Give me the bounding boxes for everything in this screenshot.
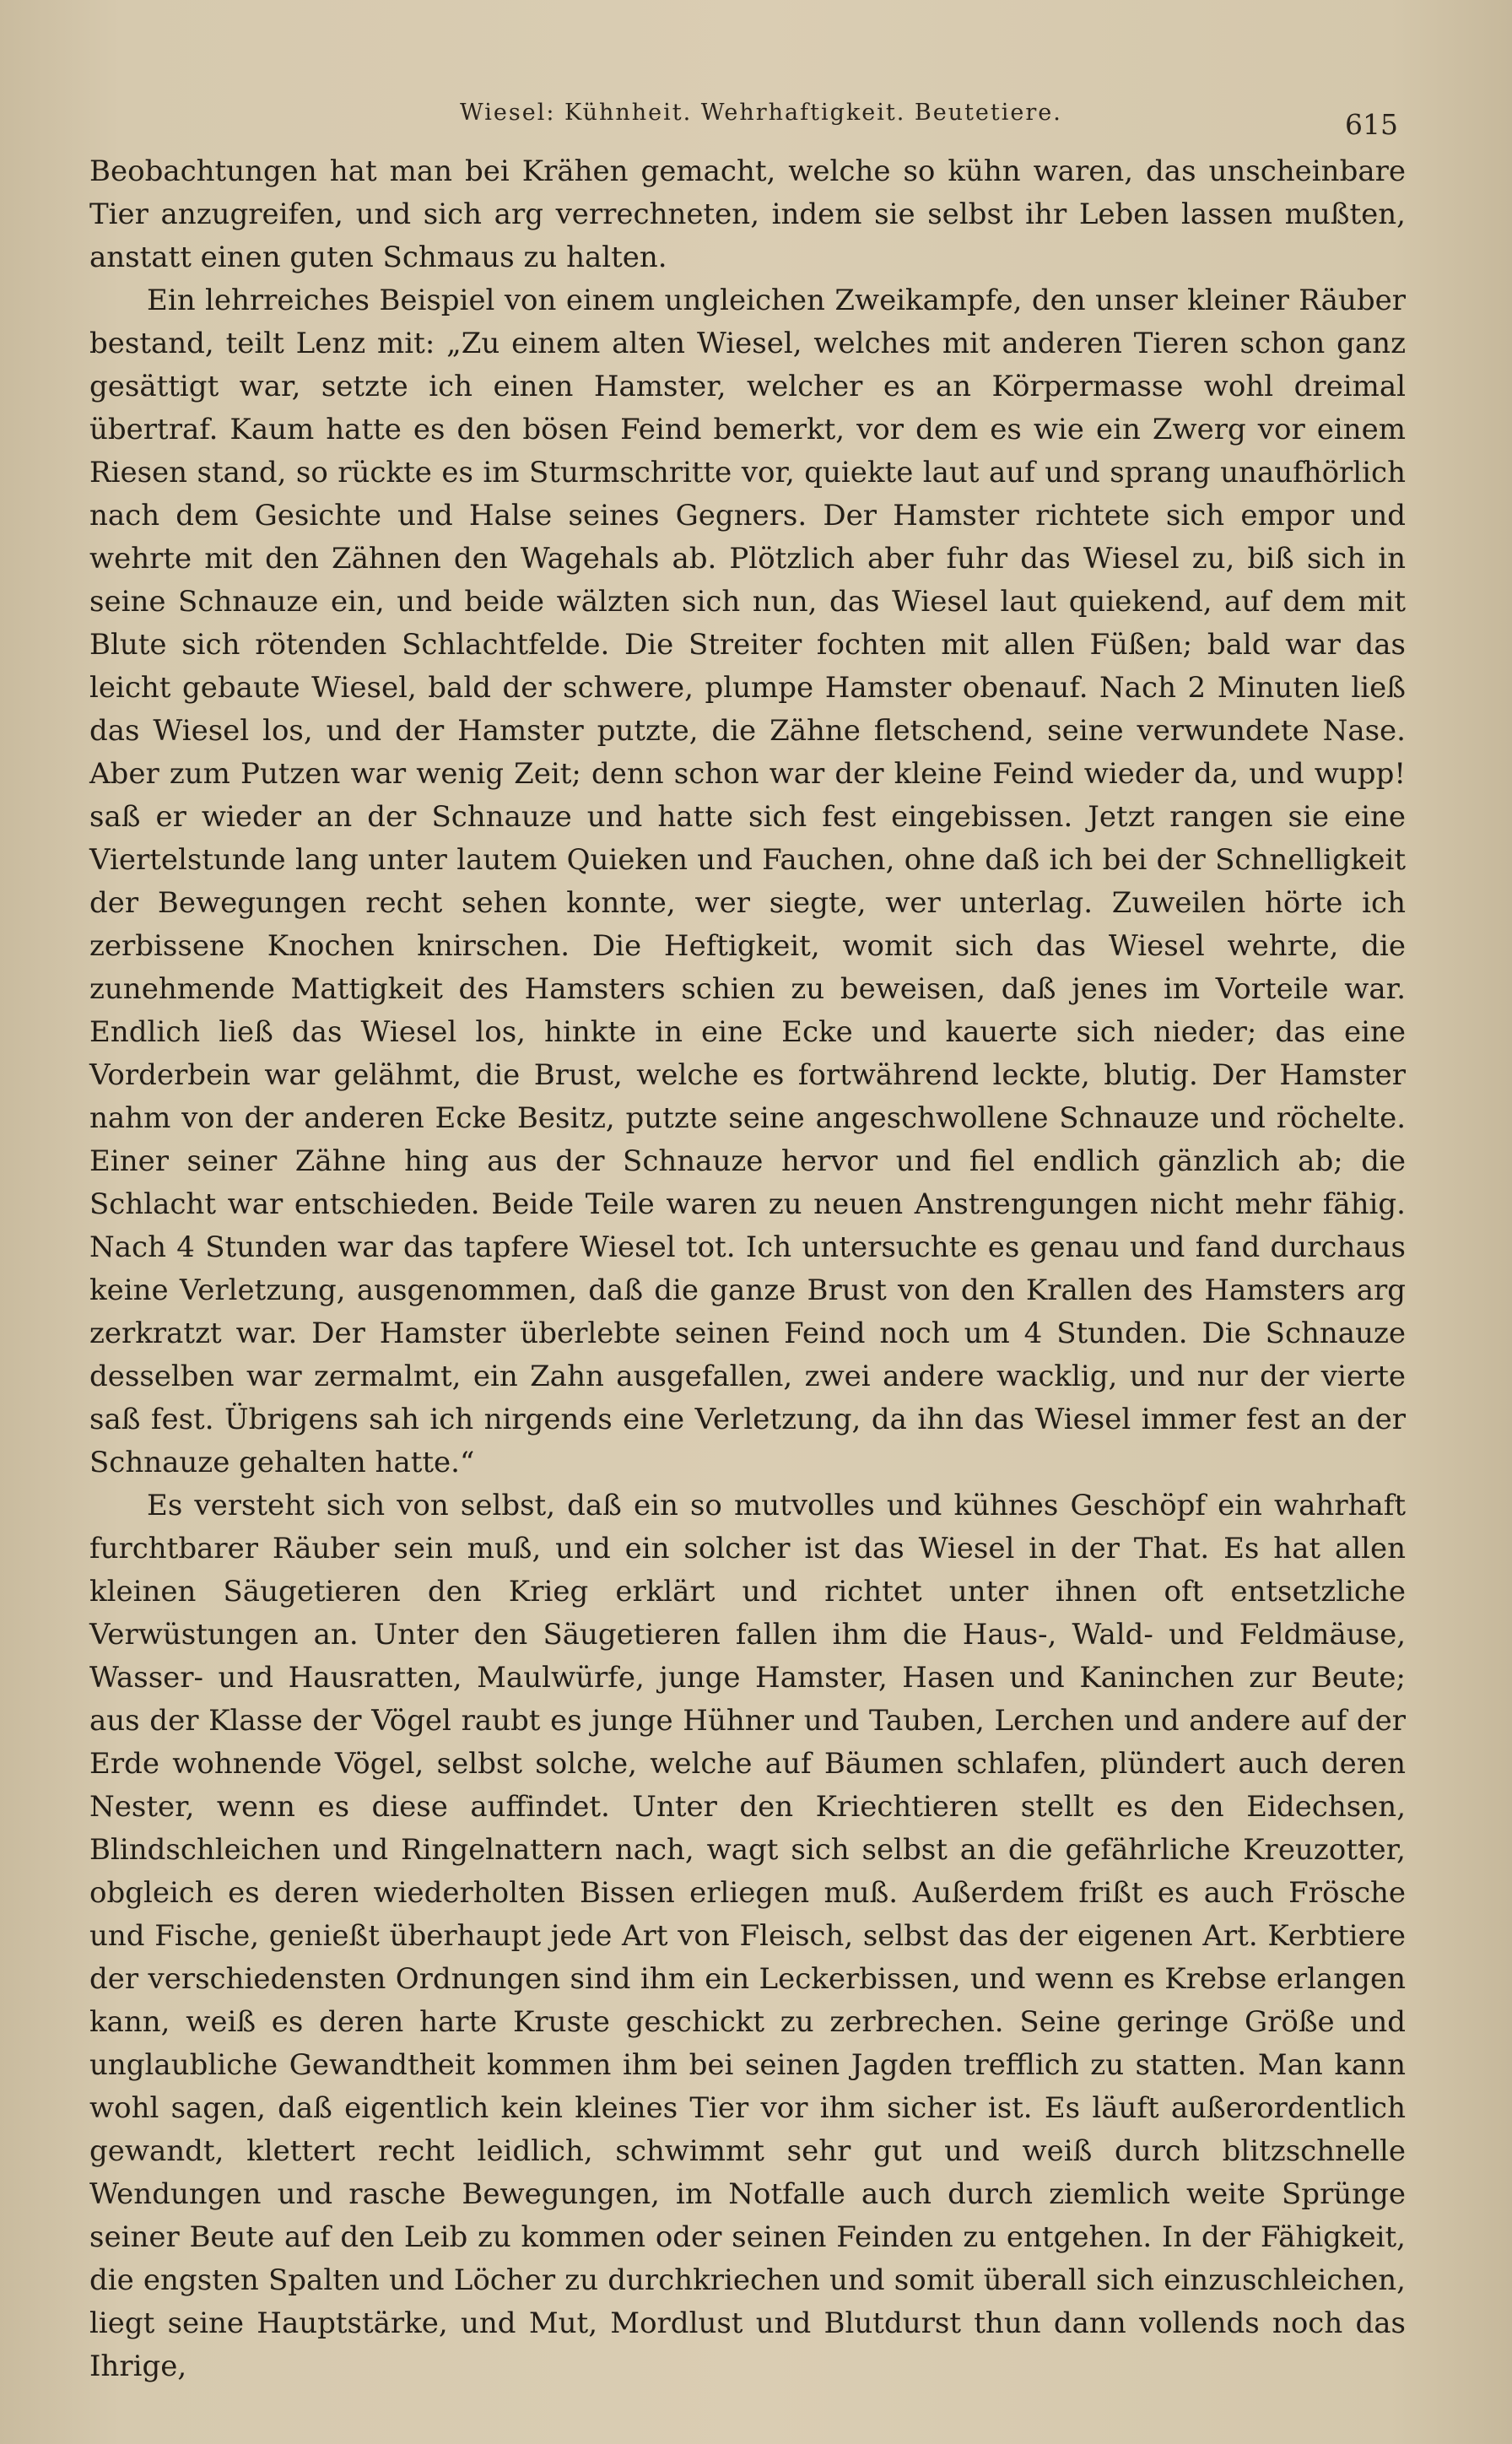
- paragraph-2: Ein lehrreiches Beispiel von einem ungleichen Zweikampfe, den unser kleiner Räuber bestand, teilt Lenz mit: „Zu einem alten Wiesel, welches mit anderen Tieren schon ganz gesättigt war, setzte ich einen Hamster, welcher es an Körpermasse wohl dreimal übertraf. Kaum hatte es den bösen Feind bemerkt, vor dem es wie ein Zwerg vor einem Riesen stand, so rückte es im Sturmschritte vor, quiekte laut auf und sprang unaufhörlich nach dem Gesichte und Halse seines Gegners. Der Hamster richtete sich empor und wehrte mit den Zähnen den Wagehals ab. Plötzlich aber fuhr das Wiesel zu, biß sich in seine Schnauze ein, und beide wälzten sich nun, das Wiesel laut quiekend, auf dem mit Blute sich rötenden Schlachtfelde. Die Streiter fochten mit allen Füßen; bald war das leicht gebaute Wiesel, bald der schwere, plumpe Hamster obenauf. Nach 2 Minuten ließ das Wiesel los, und der Hamster putzte, die Zähne fletschend, seine verwundete Nase. Aber zum Putzen war wenig Zeit; denn schon war der kleine Feind wieder da, und wupp! saß er wieder an der Schnauze und hatte sich fest eingebissen. Jetzt rangen sie eine Viertelstunde lang unter lautem Quieken und Fauchen, ohne daß ich bei der Schnelligkeit der Bewegungen recht sehen konnte, wer siegte, wer unterlag. Zuweilen hörte ich zerbissene Knochen knirschen. Die Heftigkeit, womit sich das Wiesel wehrte, die zunehmende Mattigkeit des Hamsters schien zu beweisen, daß jenes im Vorteile war. Endlich ließ das Wiesel los, hinkte in eine Ecke und kauerte sich nieder; das eine Vorderbein war gelähmt, die Brust, welche es fortwährend leckte, blutig. Der Hamster nahm von der anderen Ecke Besitz, putzte seine angeschwollene Schnauze und röchelte. Einer seiner Zähne hing aus der Schnauze hervor und fiel endlich gänzlich ab; die Schlacht war entschieden. Beide Teile waren zu neuen Anstrengungen nicht mehr fähig. Nach 4 Stunden war das tapfere Wiesel tot. Ich untersuchte es genau und fand durchaus keine Verletzung, ausgenommen, daß die ganze Brust von den Krallen des Hamsters arg zerkratzt war. Der Hamster überlebte seinen Feind noch um 4 Stunden. Die Schnauze desselben war zermalmt, ein Zahn ausgefallen, zwei andere wacklig, und nur der vierte saß fest. Übrigens sah ich nirgends eine Verletzung, da ihn das Wiesel immer fest an der Schnauze gehalten hatte.“: [89, 284, 1406, 1479]
- paragraph-1: Beobachtungen hat man bei Krähen gemacht, welche so kühn waren, das unscheinbare Tier anzugreifen, und sich arg verrechneten, indem sie selbst ihr Leben lassen mußten, anstatt einen guten Schmaus zu halten.: [89, 154, 1406, 274]
- body-text: [89, 150, 1406, 2388]
- paragraph-3: Es versteht sich von selbst, daß ein so mutvolles und kühnes Geschöpf ein wahrhaft furchtbarer Räuber sein muß, und ein solcher ist das Wiesel in der That. Es hat allen kleinen Säugetieren den Krieg erklärt und richtet unter ihnen oft entsetzliche Verwüstungen an. Unter den Säugetieren fallen ihm die Haus-, Wald- und Feldmäuse, Wasser- und Hausratten, Maulwürfe, junge Hamster, Hasen und Kaninchen zur Beute; aus der Klasse der Vögel raubt es junge Hühner und Tauben, Lerchen und andere auf der Erde wohnende Vögel, selbst solche, welche auf Bäumen schlafen, plündert auch deren Nester, wenn es diese auffindet. Unter den Kriechtieren stellt es den Eidechsen, Blindschleichen und Ringelnattern nach, wagt sich selbst an die gefährliche Kreuzotter, obgleich es deren wiederholten Bissen erliegen muß. Außerdem frißt es auch Frösche und Fische, genießt überhaupt jede Art von Fleisch, selbst das der eigenen Art. Kerbtiere der verschiedensten Ordnungen sind ihm ein Leckerbissen, und wenn es Krebse erlangen kann, weiß es deren harte Kruste geschickt zu zerbrechen. Seine geringe Größe und unglaubliche Gewandtheit kommen ihm bei seinen Jagden trefflich zu statten. Man kann wohl sagen, daß eigentlich kein kleines Tier vor ihm sicher ist. Es läuft außerordentlich gewandt, klettert recht leidlich, schwimmt sehr gut und weiß durch blitzschnelle Wendungen und rasche Bewegungen, im Notfalle auch durch ziemlich weite Sprünge seiner Beute auf den Leib zu kommen oder seinen Feinden zu entgehen. In der Fähigkeit, die engsten Spalten und Löcher zu durchkriechen und somit überall sich einzuschleichen, liegt seine Hauptstärke, und Mut, Mordlust und Blutdurst thun dann vollends noch das Ihrige,: [89, 1489, 1406, 2383]
- page-header: [460, 100, 1398, 150]
- running-title: Wiesel: Kühnheit. Wehrhaftigkeit. Beutetiere.: [460, 100, 1062, 126]
- page-number: 615: [1345, 108, 1398, 141]
